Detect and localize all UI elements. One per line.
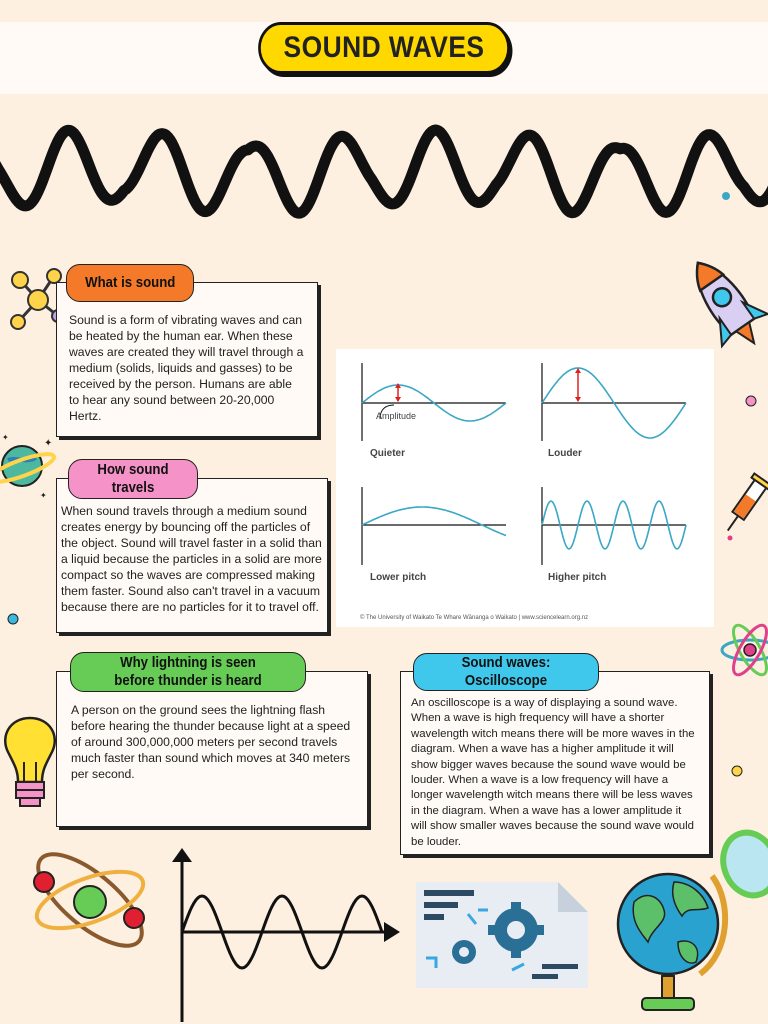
- what-is-sound-card: [56, 282, 318, 437]
- what-is-sound-heading: What is sound: [66, 264, 194, 302]
- globe-icon: [612, 862, 732, 1024]
- amplitude-label: Amplitude: [376, 411, 417, 421]
- oscilloscope-heading: Sound waves: Oscilloscope: [413, 653, 599, 691]
- higher-pitch-wave-panel: [540, 487, 690, 567]
- lower-pitch-wave-panel: [360, 487, 510, 567]
- dot-decoration: [744, 394, 758, 408]
- louder-wave-panel: [540, 363, 690, 443]
- squiggle-wave-decoration: [0, 110, 768, 230]
- svg-text:✦: ✦: [40, 491, 47, 500]
- lower-pitch-label: Lower pitch: [370, 572, 427, 583]
- svg-text:✦: ✦: [2, 433, 9, 442]
- quieter-wave-panel: [360, 363, 510, 443]
- syringe-icon: [722, 468, 768, 544]
- what-is-sound-text: Sound is a form of vibrating waves and can be heated by the human ear. When these waves are created they will travel through a medium (solids, liquids and gasses) to be received by the person. Humans are able to hear any sound between 20-20,000 Hertz.: [69, 313, 304, 423]
- lightning-heading: Why lightning is seen before thunder is heard: [70, 652, 306, 692]
- document-gears-icon: [412, 880, 590, 990]
- oscilloscope-card: [400, 671, 710, 855]
- dot-decoration: [6, 612, 20, 626]
- orbit-model-icon: [20, 838, 160, 968]
- how-sound-travels-text: When sound travels through a medium sound creates energy by bouncing off the particles of the object. Sound will travel faster in a solid than a liquid because the particles in a solid are more compact so the waves are compressed making them faster. Sound also can't travel in a vacuum because there are no particles for it to travel off.: [61, 504, 322, 614]
- wave-diagram: [336, 349, 714, 627]
- hand-mirror-icon: [716, 826, 768, 902]
- how-sound-travels-card: [56, 478, 328, 633]
- page-title: SOUND WAVES: [258, 22, 510, 74]
- lightbulb-icon: [0, 712, 60, 816]
- oscilloscope-text: An oscilloscope is a way of displaying a sound wave. When a wave is high frequency will have a shorter wavelength witch means there will be more waves in the diagram. When a wave has a higher amplitude it will show bigger waves because the sound wave would be louder. When a wave is a low frequency will have a longer wavelength witch means there will be less waves in the diagram. When a wave has a lower amplitude it will show smaller waves because the sound wave would be louder.: [411, 697, 695, 848]
- lightning-text: A person on the ground sees the lightning flash before hearing the thunder because light at a speed of around 300,000,000 meters per second travels much faster than sound which moves at 340 meters per second.: [71, 703, 351, 781]
- quieter-label: Quieter: [370, 448, 406, 459]
- atom-icon: [716, 612, 768, 688]
- dot-decoration: [720, 190, 732, 202]
- higher-pitch-label: Higher pitch: [548, 572, 607, 583]
- rocket-icon: [684, 248, 768, 358]
- lightning-card: [56, 671, 368, 827]
- dot-decoration: [730, 764, 744, 778]
- diagram-credit: © The University of Waikato Te Whare Wānanga o Waikato | www.sciencelearn.org.nz: [360, 615, 589, 621]
- how-sound-travels-heading: How sound travels: [68, 459, 198, 499]
- svg-text:✦: ✦: [44, 438, 53, 449]
- louder-label: Louder: [548, 448, 582, 459]
- planet-icon: [0, 432, 60, 502]
- sine-graph-icon: [168, 846, 404, 1022]
